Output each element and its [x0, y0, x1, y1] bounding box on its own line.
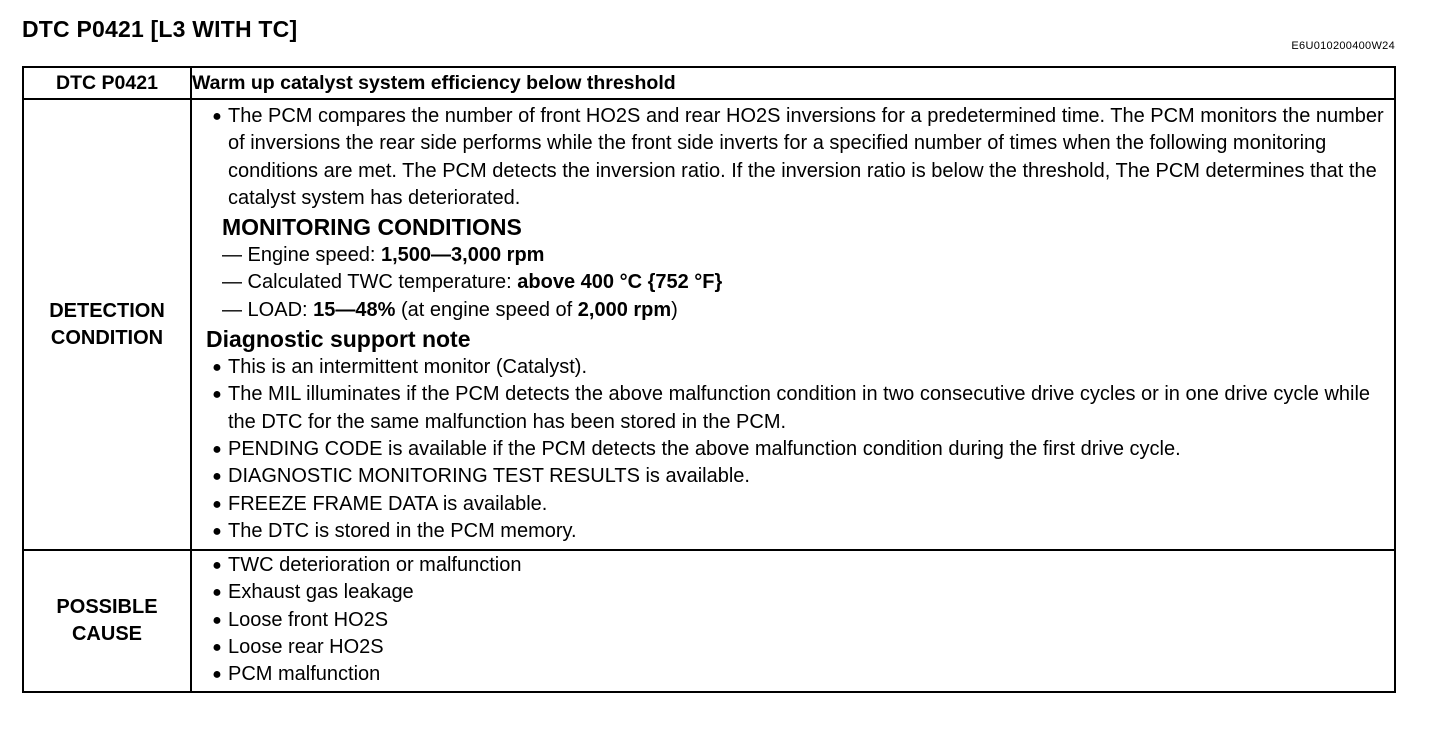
detection-intro: The PCM compares the number of front HO2S and rear HO2S inversions for a predetermined time. The PCM monitors the number of inversions the rear side performs while the front side inverts for a specified number of times when the following monitoring conditions are met. The PCM detects the inversion ratio. If the inversion ratio is below the threshold, The PCM determines that the catalyst system has deteriorated.	[228, 105, 1384, 209]
detection-label-line2: CONDITION	[50, 326, 164, 349]
cause-item: Loose front HO2S	[228, 608, 389, 631]
condition-label: — LOAD:	[222, 298, 314, 321]
detection-condition-label	[23, 99, 191, 550]
cause-item: Exhaust gas leakage	[228, 581, 414, 604]
diagnostic-note: This is an intermittent monitor (Catalyst).	[228, 356, 587, 379]
detection-row	[23, 99, 1395, 550]
list-item	[206, 607, 1384, 634]
list-item	[206, 436, 1384, 463]
monitoring-conditions-heading: MONITORING CONDITIONS	[222, 214, 522, 241]
header-dtc-code: DTC P0421	[23, 67, 191, 99]
list-item	[206, 354, 1384, 381]
cause-row	[23, 550, 1395, 691]
bullet-icon: ●	[212, 666, 222, 684]
cause-label-line1: POSSIBLE	[56, 595, 158, 618]
diagnostic-note: The MIL illuminates if the PCM detects the above malfunction condition in two consecutive drive cycles or in one drive cycle while the DTC for the same malfunction has been stored in the PCM.	[228, 383, 1371, 433]
condition-engine-speed	[206, 242, 1384, 269]
list-item	[206, 634, 1384, 661]
possible-cause-label	[23, 550, 191, 691]
bullet-icon: ●	[212, 522, 222, 540]
condition-value: 15—48%	[313, 298, 396, 321]
possible-cause-content	[191, 550, 1395, 691]
diagnostic-note: FREEZE FRAME DATA is available.	[228, 492, 548, 515]
bullet-icon: ●	[212, 108, 222, 125]
bullet-icon: ●	[212, 611, 222, 629]
condition-label: )	[671, 298, 678, 321]
diagnostic-note: DIAGNOSTIC MONITORING TEST RESULTS is available.	[228, 465, 750, 488]
page-title: DTC P0421 [L3 WITH TC]	[22, 16, 298, 42]
header-row	[23, 67, 1395, 99]
bullet-icon: ●	[212, 468, 222, 486]
bullet-icon: ●	[212, 639, 222, 657]
diagnostic-note: The DTC is stored in the PCM memory.	[228, 519, 577, 542]
cause-item: PCM malfunction	[228, 663, 381, 686]
bullet-icon: ●	[212, 557, 222, 575]
list-item	[206, 579, 1384, 606]
document-code: E6U010200400W24	[1291, 40, 1395, 52]
condition-label: (at engine speed of	[395, 298, 578, 321]
bullet-icon: ●	[212, 495, 222, 513]
diagnostic-note: PENDING CODE is available if the PCM detects the above malfunction condition during the first drive cycle.	[228, 437, 1181, 460]
condition-twc-temperature	[206, 269, 1384, 296]
list-item	[206, 661, 1384, 688]
condition-value: 2,000 rpm	[577, 298, 672, 321]
cause-item: TWC deterioration or malfunction	[228, 554, 522, 577]
bullet-icon: ●	[212, 359, 222, 377]
bullet-icon: ●	[212, 584, 222, 602]
bullet-icon: ●	[212, 386, 222, 404]
cause-item: Loose rear HO2S	[228, 636, 384, 659]
detection-condition-content	[191, 99, 1395, 550]
list-item	[206, 463, 1384, 490]
header-dtc-description: Warm up catalyst system efficiency below threshold	[191, 67, 1395, 99]
list-item	[206, 381, 1384, 436]
detection-label-line1: DETECTION	[49, 299, 165, 322]
list-item	[206, 491, 1384, 518]
bullet-icon: ●	[212, 440, 222, 458]
condition-load	[206, 297, 1384, 324]
list-item	[206, 103, 1384, 212]
condition-label: — Engine speed:	[222, 244, 381, 267]
list-item	[206, 518, 1384, 545]
condition-value: 1,500—3,000 rpm	[381, 244, 545, 267]
list-item	[206, 552, 1384, 579]
diagnostic-support-heading: Diagnostic support note	[206, 326, 471, 353]
cause-label-line2: CAUSE	[71, 622, 142, 645]
condition-value: above 400 °C {752 °F}	[517, 271, 723, 294]
condition-label: — Calculated TWC temperature:	[222, 271, 518, 294]
dtc-table	[22, 66, 1396, 693]
